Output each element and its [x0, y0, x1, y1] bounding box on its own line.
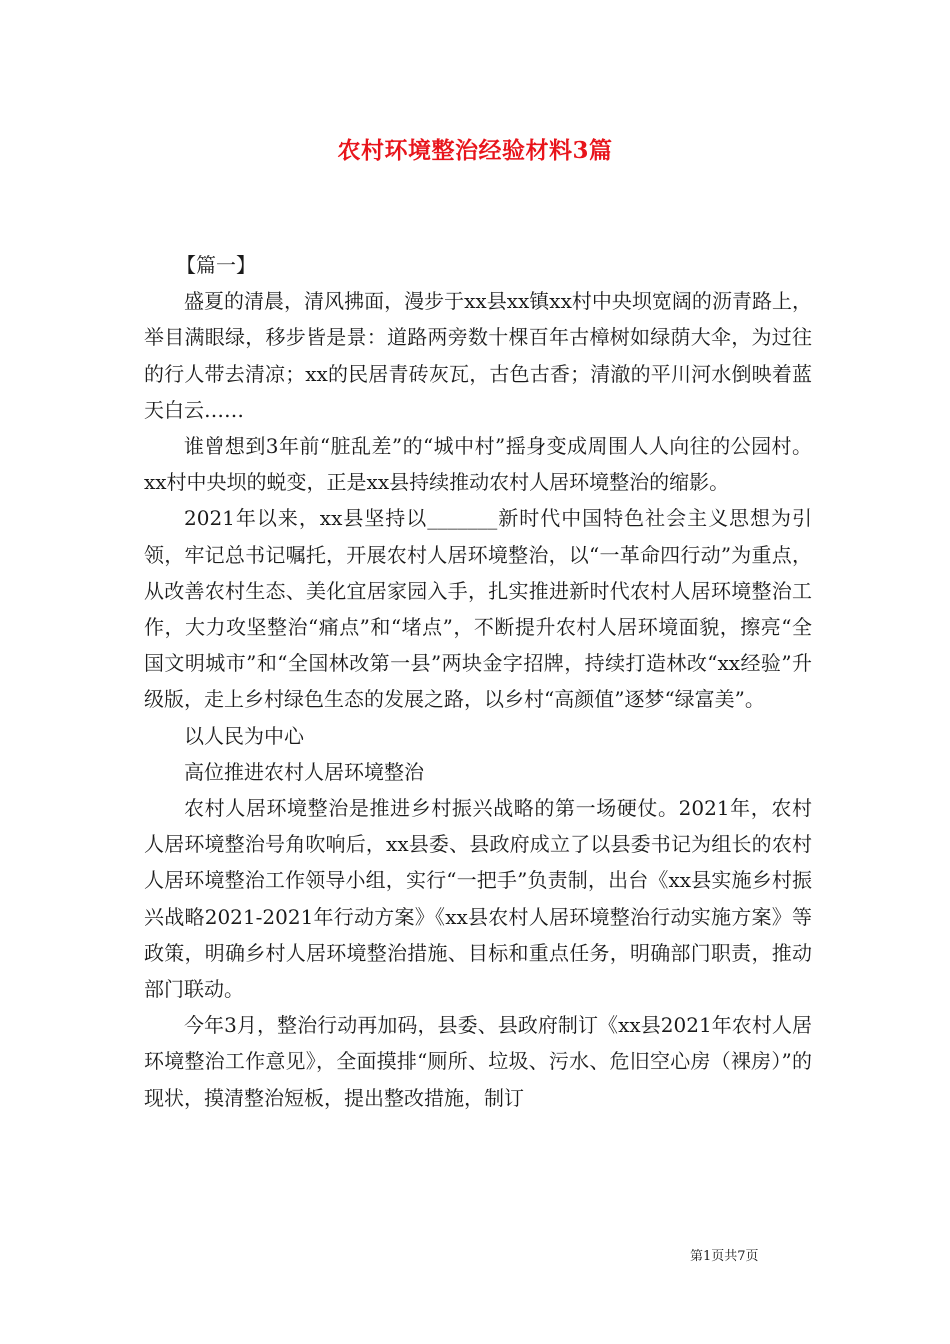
body-paragraph: 农村人居环境整治是推进乡村振兴战略的第一场硬仗。2021年，农村人居环境整治号角吹响后，xx县委、县政府成立了以县委书记为组长的农村人居环境整治工作领导小组，实行“一把手”负责制，出台《xx县实施乡村振兴战略2021-2021年行动方案》《xx县农村人居环境整治行动实施方案》等政策，明确乡村人居环境整治措施、目标和重点任务，明确部门职责，推动部门联动。	[144, 796, 812, 1002]
body-paragraph: 今年3月，整治行动再加码，县委、县政府制订《xx县2021年农村人居环境整治工作意见》，全面摸排“厕所、垃圾、污水、危旧空心房（裸房）”的现状，摸清整治短板，提出整改措施，制订	[144, 1013, 812, 1110]
subheading: 以人民为中心	[184, 723, 304, 748]
subheading: 高位推进农村人居环境整治	[184, 759, 424, 784]
body-paragraph: 2021年以来，xx县坚持以_______新时代中国特色社会主义思想为引领，牢记总书记嘱托，开展农村人居环境整治，以“一革命四行动”为重点，从改善农村生态、美化宜居家园入手，扎实推进新时代农村人居环境整治工作，大力攻坚整治“痛点”和“堵点”，不断提升农村人居环境面貌，擦亮“全国文明城市”和“全国林改第一县”两块金字招牌，持续打造林改“xx经验”升级版，走上乡村绿色生态的发展之路，以乡村“高颜值”逐梦“绿富美”。	[144, 506, 812, 712]
section-label: 【篇一】	[176, 253, 256, 277]
body-paragraph: 谁曾想到3年前“脏乱差”的“城中村”摇身变成周围人人向往的公园村。xx村中央坝的蜕变，正是xx县持续推动农村人居环境整治的缩影。	[144, 434, 812, 495]
document-title: 农村环境整治经验材料3篇	[337, 137, 613, 164]
document-body	[144, 247, 812, 1116]
body-paragraph: 盛夏的清晨，清风拂面，漫步于xx县xx镇xx村中央坝宽阔的沥青路上，举目满眼绿，移步皆是景：道路两旁数十棵百年古樟树如绿荫大伞，为过往的行人带去清凉；xx的民居青砖灰瓦，古色古香；清澈的平川河水倒映着蓝天白云……	[144, 289, 812, 422]
page-indicator: 第1页共7页	[690, 1249, 759, 1264]
